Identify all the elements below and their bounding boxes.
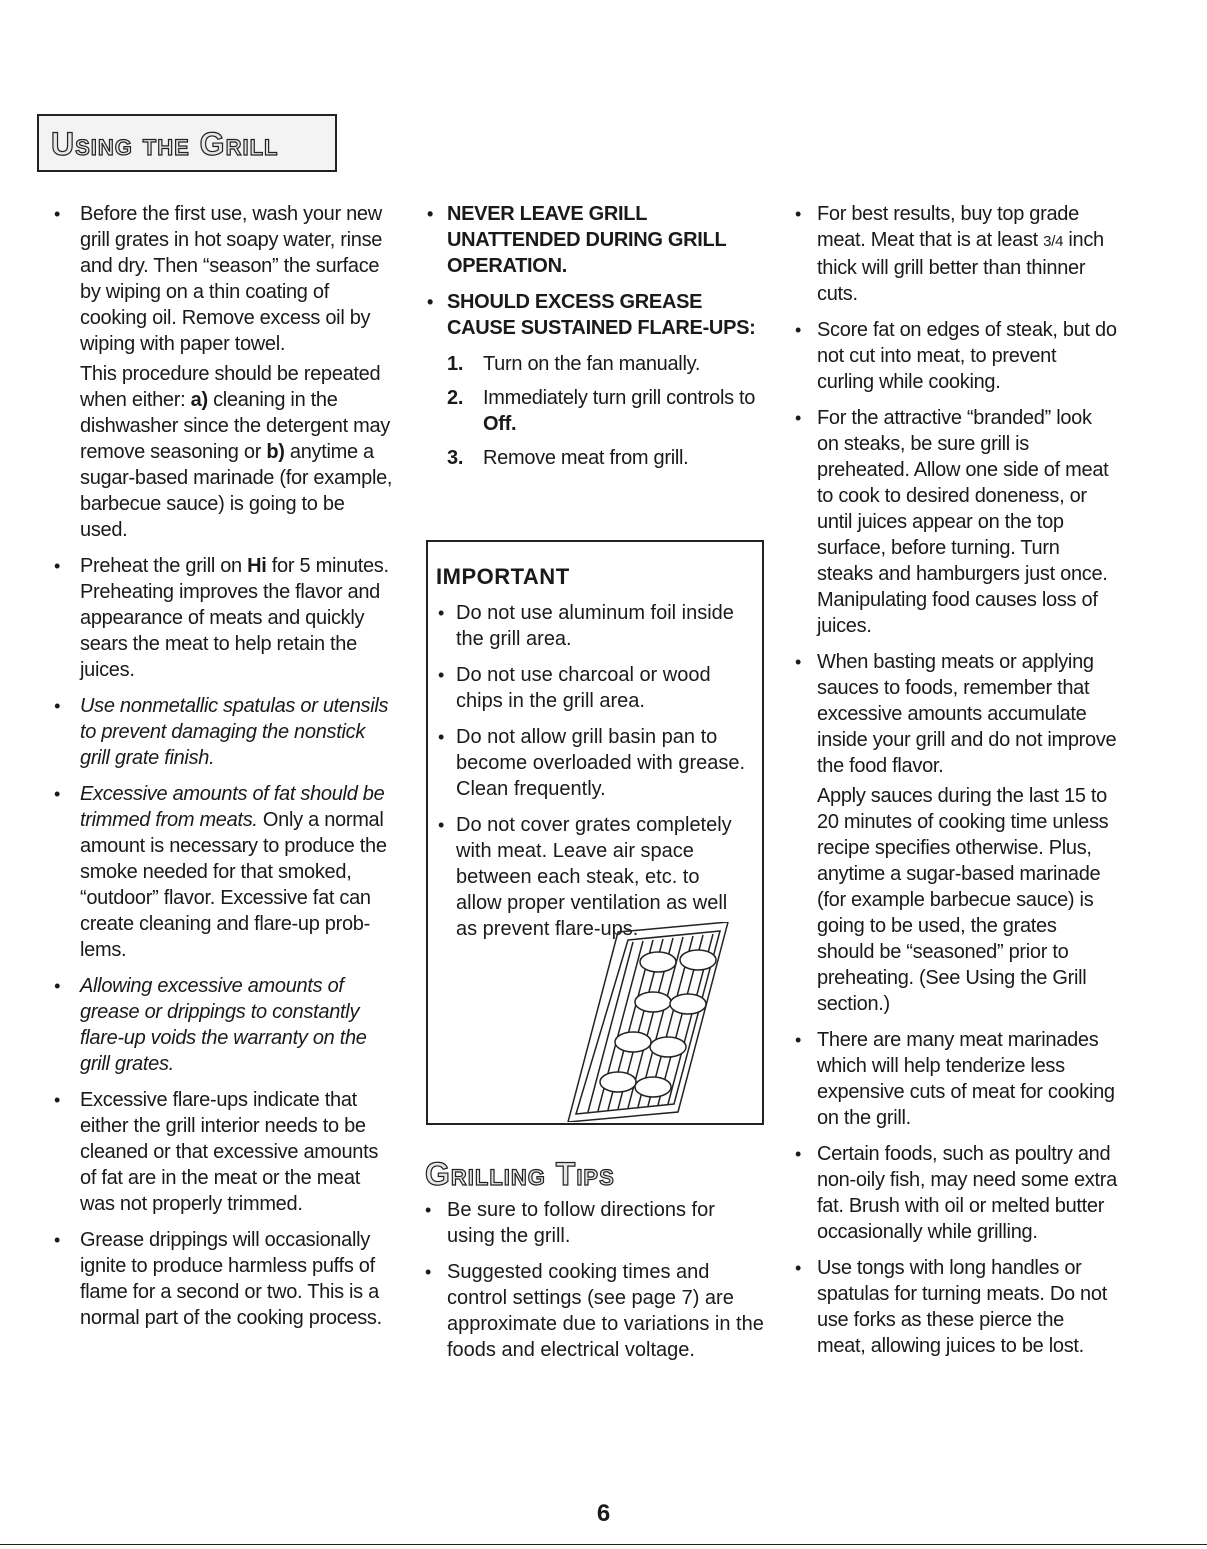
- bullet-icon: •: [795, 1258, 802, 1278]
- list-item: • Do not use charcoal or wood chips in the grill area.: [438, 664, 711, 712]
- page-number: 6: [596, 1500, 611, 1527]
- step-item: 2. Immediately turn grill controls to Off.: [447, 387, 756, 435]
- list-item: • Suggested cooking times and control settings (see page 7) are approximate due to variations in the foods and electrical voltage.: [425, 1261, 764, 1361]
- important-heading: IMPORTANT: [436, 564, 570, 589]
- list-item: • Be sure to follow directions for using the grill.: [425, 1199, 715, 1247]
- bullet-icon: •: [54, 1230, 61, 1250]
- list-item: • For the attractive “branded” look on steaks, be sure grill is preheated. Allow one side of meat to cook to desired doneness, or until juices appear on the top surface, before turning. Turn steaks and hamburgers just once. Manipulating food causes loss of juices.: [795, 407, 1109, 637]
- list-item: • Do not allow grill basin pan to become overloaded with grease. Clean frequently.: [438, 726, 746, 800]
- bullet-icon: •: [54, 696, 61, 716]
- bullet-icon: •: [54, 204, 61, 224]
- section-title-using-the-grill: Using the Grill: [37, 114, 337, 172]
- bottom-rule: [0, 1544, 1207, 1545]
- bullet-icon: •: [54, 784, 61, 804]
- bullet-icon: •: [795, 408, 802, 428]
- bullet-icon: •: [438, 603, 445, 623]
- important-box: [426, 540, 764, 1125]
- list-item: • Use nonmetallic spatulas or utensils to prevent damaging the nonstick grill grate finish.: [54, 695, 389, 769]
- bullet-icon: •: [795, 652, 802, 672]
- list-item: • Preheat the grill on Hi for 5 minutes. Preheating improves the flavor and appearance of meats and quickly sears the meat to help retain the juices.: [54, 555, 389, 681]
- grilling-tips-list: [425, 1197, 767, 1373]
- list-item: • Score fat on edges of steak, but do not cut into meat, to prevent curling while cooking.: [795, 319, 1117, 393]
- list-item: • Do not use aluminum foil inside the grill area.: [438, 602, 734, 650]
- steps-list: [447, 351, 772, 471]
- bullet-icon: •: [438, 665, 445, 685]
- bullet-icon: •: [795, 1144, 802, 1164]
- bullet-icon: •: [427, 292, 434, 312]
- bullet-icon: •: [427, 204, 434, 224]
- step-item: 1. Turn on the fan manually.: [447, 353, 701, 375]
- step-item: 3. Remove meat from grill.: [447, 447, 689, 469]
- column-3: [795, 201, 1117, 1369]
- list-item: • Excessive amounts of fat should be trimmed from meats. Only a normal amount is necessary to produce the smoke needed for that smoked, “outdoor” flavor. Excessive fat can create cleaning and flare-up prob-lems.: [54, 783, 387, 961]
- bullet-icon: •: [795, 1030, 802, 1050]
- paragraph: Apply sauces during the last 15 to 20 minutes of cooking time unless recipe specifies otherwise. Plus, anytime a sugar-based marinade (for example barbecue sauce) is going to be used, the grates should be “seasoned” prior to preheating. (See Using the Grill section.): [817, 785, 1109, 1015]
- warning-item: • NEVER LEAVE GRILL UNATTENDED DURING GRILL OPERATION.: [427, 203, 727, 277]
- list-item: • Do not cover grates completely with meat. Leave air space between each steak, etc. to allow proper ventilation as well as prevent flare-ups.: [438, 814, 732, 940]
- column-2: [427, 201, 772, 479]
- section-title-grilling-tips: Grilling Tips: [425, 1156, 615, 1192]
- list-item: • When basting meats or applying sauces to foods, remember that excessive amounts accumulate inside your grill and do not improve the food flavor. Apply sauces during the last 15 to 20 minutes of cooking time unless recipe specifies otherwise. Plus, anytime a sugar-based marinade (for example barbecue sauce) is going to be used, the grates should be “seasoned” prior to preheating. (See Using the Grill section.): [795, 651, 1117, 1015]
- list-item: • Use tongs with long handles or spatulas for turning meats. Do not use forks as these pierce the meat, allowing juices to be lost.: [795, 1257, 1107, 1357]
- warning-item: • SHOULD EXCESS GREASE CAUSE SUSTAINED FLARE-UPS:: [427, 291, 756, 339]
- list-item: • For best results, buy top grade meat. Meat that is at least 3/4 inch thick will grill better than thinner cuts.: [795, 203, 1104, 305]
- bullet-icon: •: [54, 1090, 61, 1110]
- bullet-icon: •: [54, 976, 61, 996]
- bullet-icon: •: [438, 815, 445, 835]
- grill-grate-illustration: [558, 922, 738, 1122]
- list-item: • There are many meat marinades which will help tenderize less expensive cuts of meat for cooking on the grill.: [795, 1029, 1115, 1129]
- bullet-icon: •: [425, 1200, 432, 1220]
- bullet-icon: •: [438, 727, 445, 747]
- bullet-icon: •: [795, 204, 802, 224]
- list-item: • Grease drippings will occasionally ignite to produce harmless puffs of flame for a second or two. This is a normal part of the cooking process.: [54, 1229, 382, 1329]
- list-item: • Excessive flare-ups indicate that either the grill interior needs to be cleaned or that excessive amounts of fat are in the meat or the meat was not properly trimmed.: [54, 1089, 379, 1215]
- bullet-icon: •: [795, 320, 802, 340]
- list-item: • Certain foods, such as poultry and non-oily fish, may need some extra fat. Brush with oil or melted butter occasionally while grilling.: [795, 1143, 1117, 1243]
- bullet-icon: •: [425, 1262, 432, 1282]
- list-item: • Before the first use, wash your new grill grates in hot soapy water, rinse and dry. Then “season” the surface by wiping on a thin coating of cooking oil. Remove excess oil by wiping with paper towel. This procedure should be repeated when either: a) cleaning in the dishwasher since the detergent may remove seasoning or b) anytime a sugar-based marinade (for example, barbecue sauce) is going to be used.: [80, 201, 395, 543]
- bullet-icon: •: [54, 556, 61, 576]
- column-1: [54, 201, 395, 1341]
- paragraph: This procedure should be repeated when either: a) cleaning in the dishwasher since the detergent may remove seasoning or b) anytime a sugar-based marinade (for example, barbecue sauce) is going to be used.: [80, 363, 393, 541]
- list-item: • Allowing excessive amounts of grease or drippings to constantly flare-up voids the warranty on the grill grates.: [54, 975, 367, 1075]
